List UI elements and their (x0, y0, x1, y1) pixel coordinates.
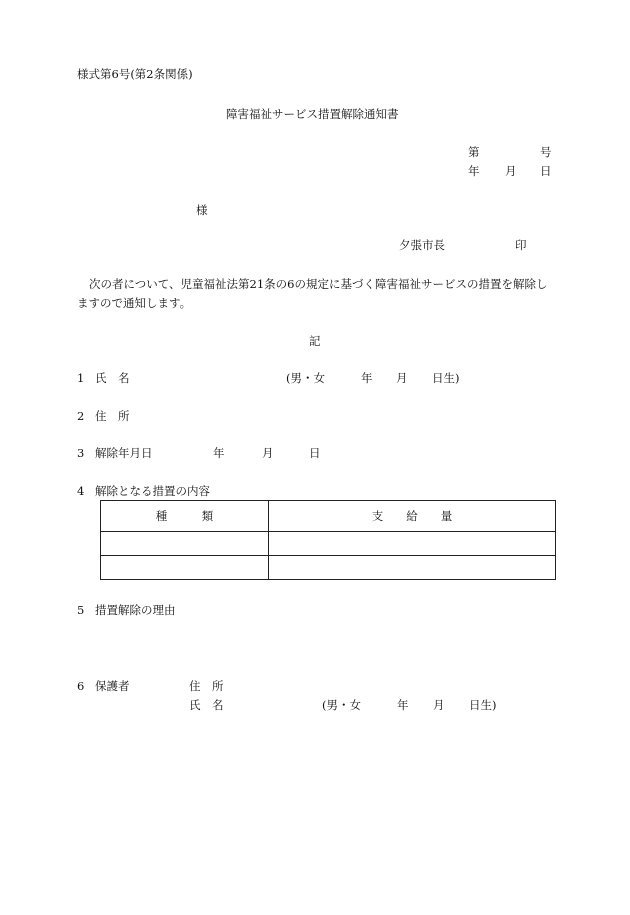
body-text-line-1: 次の者について、児童福祉法第21条の6の規定に基づく障害福祉サービスの措置を解除し (89, 277, 548, 291)
item-1-sex: (男・女 (286, 371, 325, 385)
header-type: 種 類 (101, 501, 269, 532)
item-5-number: 5 (77, 603, 85, 617)
addressee-suffix: 様 (196, 203, 208, 217)
table-row (101, 556, 556, 580)
guardian-month: 月 (433, 698, 445, 712)
item-4-label: 解除となる措置の内容 (95, 484, 210, 498)
item-2-label: 住 所 (95, 409, 130, 423)
item-1-day-born: 日生) (432, 371, 460, 385)
date-year: 年 (468, 164, 480, 178)
doc-number-dai: 第 (468, 145, 480, 159)
doc-number-go: 号 (540, 145, 552, 159)
date-day: 日 (540, 164, 552, 178)
guardian-day-born: 日生) (469, 698, 497, 712)
table-row (101, 532, 556, 556)
item-6-number: 6 (77, 679, 85, 693)
item-3-label: 解除年月日 (95, 446, 153, 460)
table-header-row (101, 501, 556, 532)
ki-heading: 記 (309, 334, 321, 348)
item-1-month: 月 (396, 371, 408, 385)
item-1-label: 氏 名 (95, 371, 130, 385)
header-amount: 支 給 量 (269, 501, 556, 532)
item-4-number: 4 (77, 484, 85, 498)
item-1-year: 年 (361, 371, 373, 385)
item-6-label: 保護者 (95, 679, 130, 693)
table-cell (101, 556, 269, 580)
table-cell (269, 532, 556, 556)
body-text-line-2: ますので通知します。 (77, 296, 192, 310)
table-cell (101, 532, 269, 556)
item-1-number: 1 (77, 371, 85, 385)
guardian-name-label: 氏 名 (189, 698, 224, 712)
guardian-address-label: 住 所 (189, 679, 224, 693)
item-2-number: 2 (77, 409, 85, 423)
table-cell (269, 556, 556, 580)
item-5-label: 措置解除の理由 (95, 603, 176, 617)
issuer-seal: 印 (515, 238, 527, 252)
item-3-number: 3 (77, 446, 85, 460)
document-title: 障害福祉サービス措置解除通知書 (226, 107, 399, 121)
item-3-year: 年 (213, 446, 225, 460)
guardian-sex: (男・女 (322, 698, 361, 712)
measures-table (100, 500, 556, 580)
guardian-year: 年 (397, 698, 409, 712)
form-number: 様式第6号(第2条関係) (77, 67, 193, 81)
issuer-name: 夕張市長 (399, 238, 445, 252)
date-month: 月 (505, 164, 517, 178)
item-3-day: 日 (309, 446, 321, 460)
item-3-month: 月 (262, 446, 274, 460)
